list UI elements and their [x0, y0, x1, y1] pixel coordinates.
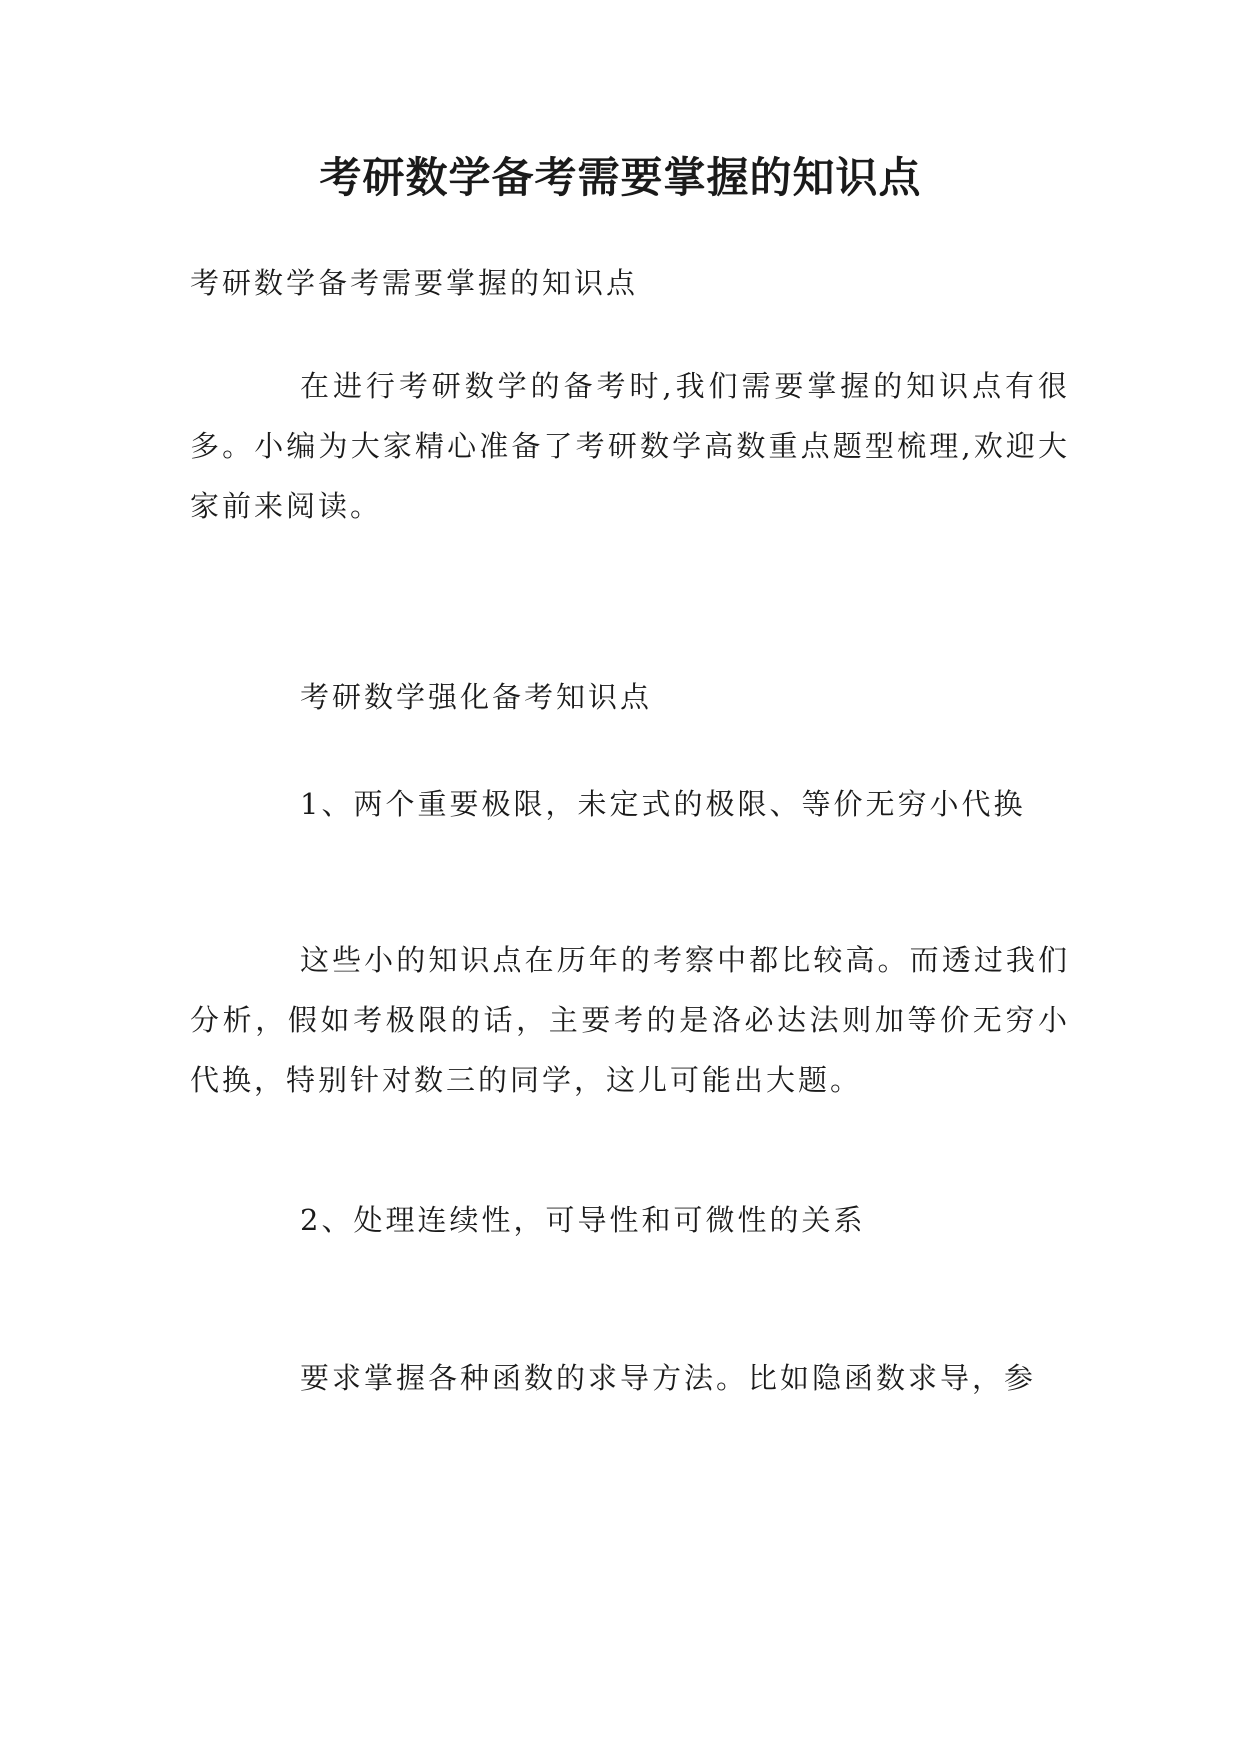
document-title: 考研数学备考需要掌握的知识点: [319, 153, 922, 202]
item2-body-paragraph: 要求掌握各种函数的求导方法。比如隐函数求导，参: [300, 1361, 1037, 1395]
item1-heading: 1、两个重要极限，未定式的极限、等价无穷小代换: [300, 787, 1026, 821]
document-subtitle: 考研数学备考需要掌握的知识点: [190, 266, 639, 300]
section-heading: 考研数学强化备考知识点: [300, 680, 653, 714]
item2-heading: 2、处理连续性，可导性和可微性的关系: [300, 1203, 866, 1237]
intro-paragraph: 在进行考研数学的备考时,我们需要掌握的知识点有很多。小编为大家精心准备了考研数学高数重点题型梳理,欢迎大家前来阅读。: [190, 369, 1070, 523]
item1-body-paragraph: 这些小的知识点在历年的考察中都比较高。而透过我们分析，假如考极限的话，主要考的是洛必达法则加等价无穷小代换，特别针对数三的同学，这儿可能出大题。: [190, 943, 1070, 1097]
